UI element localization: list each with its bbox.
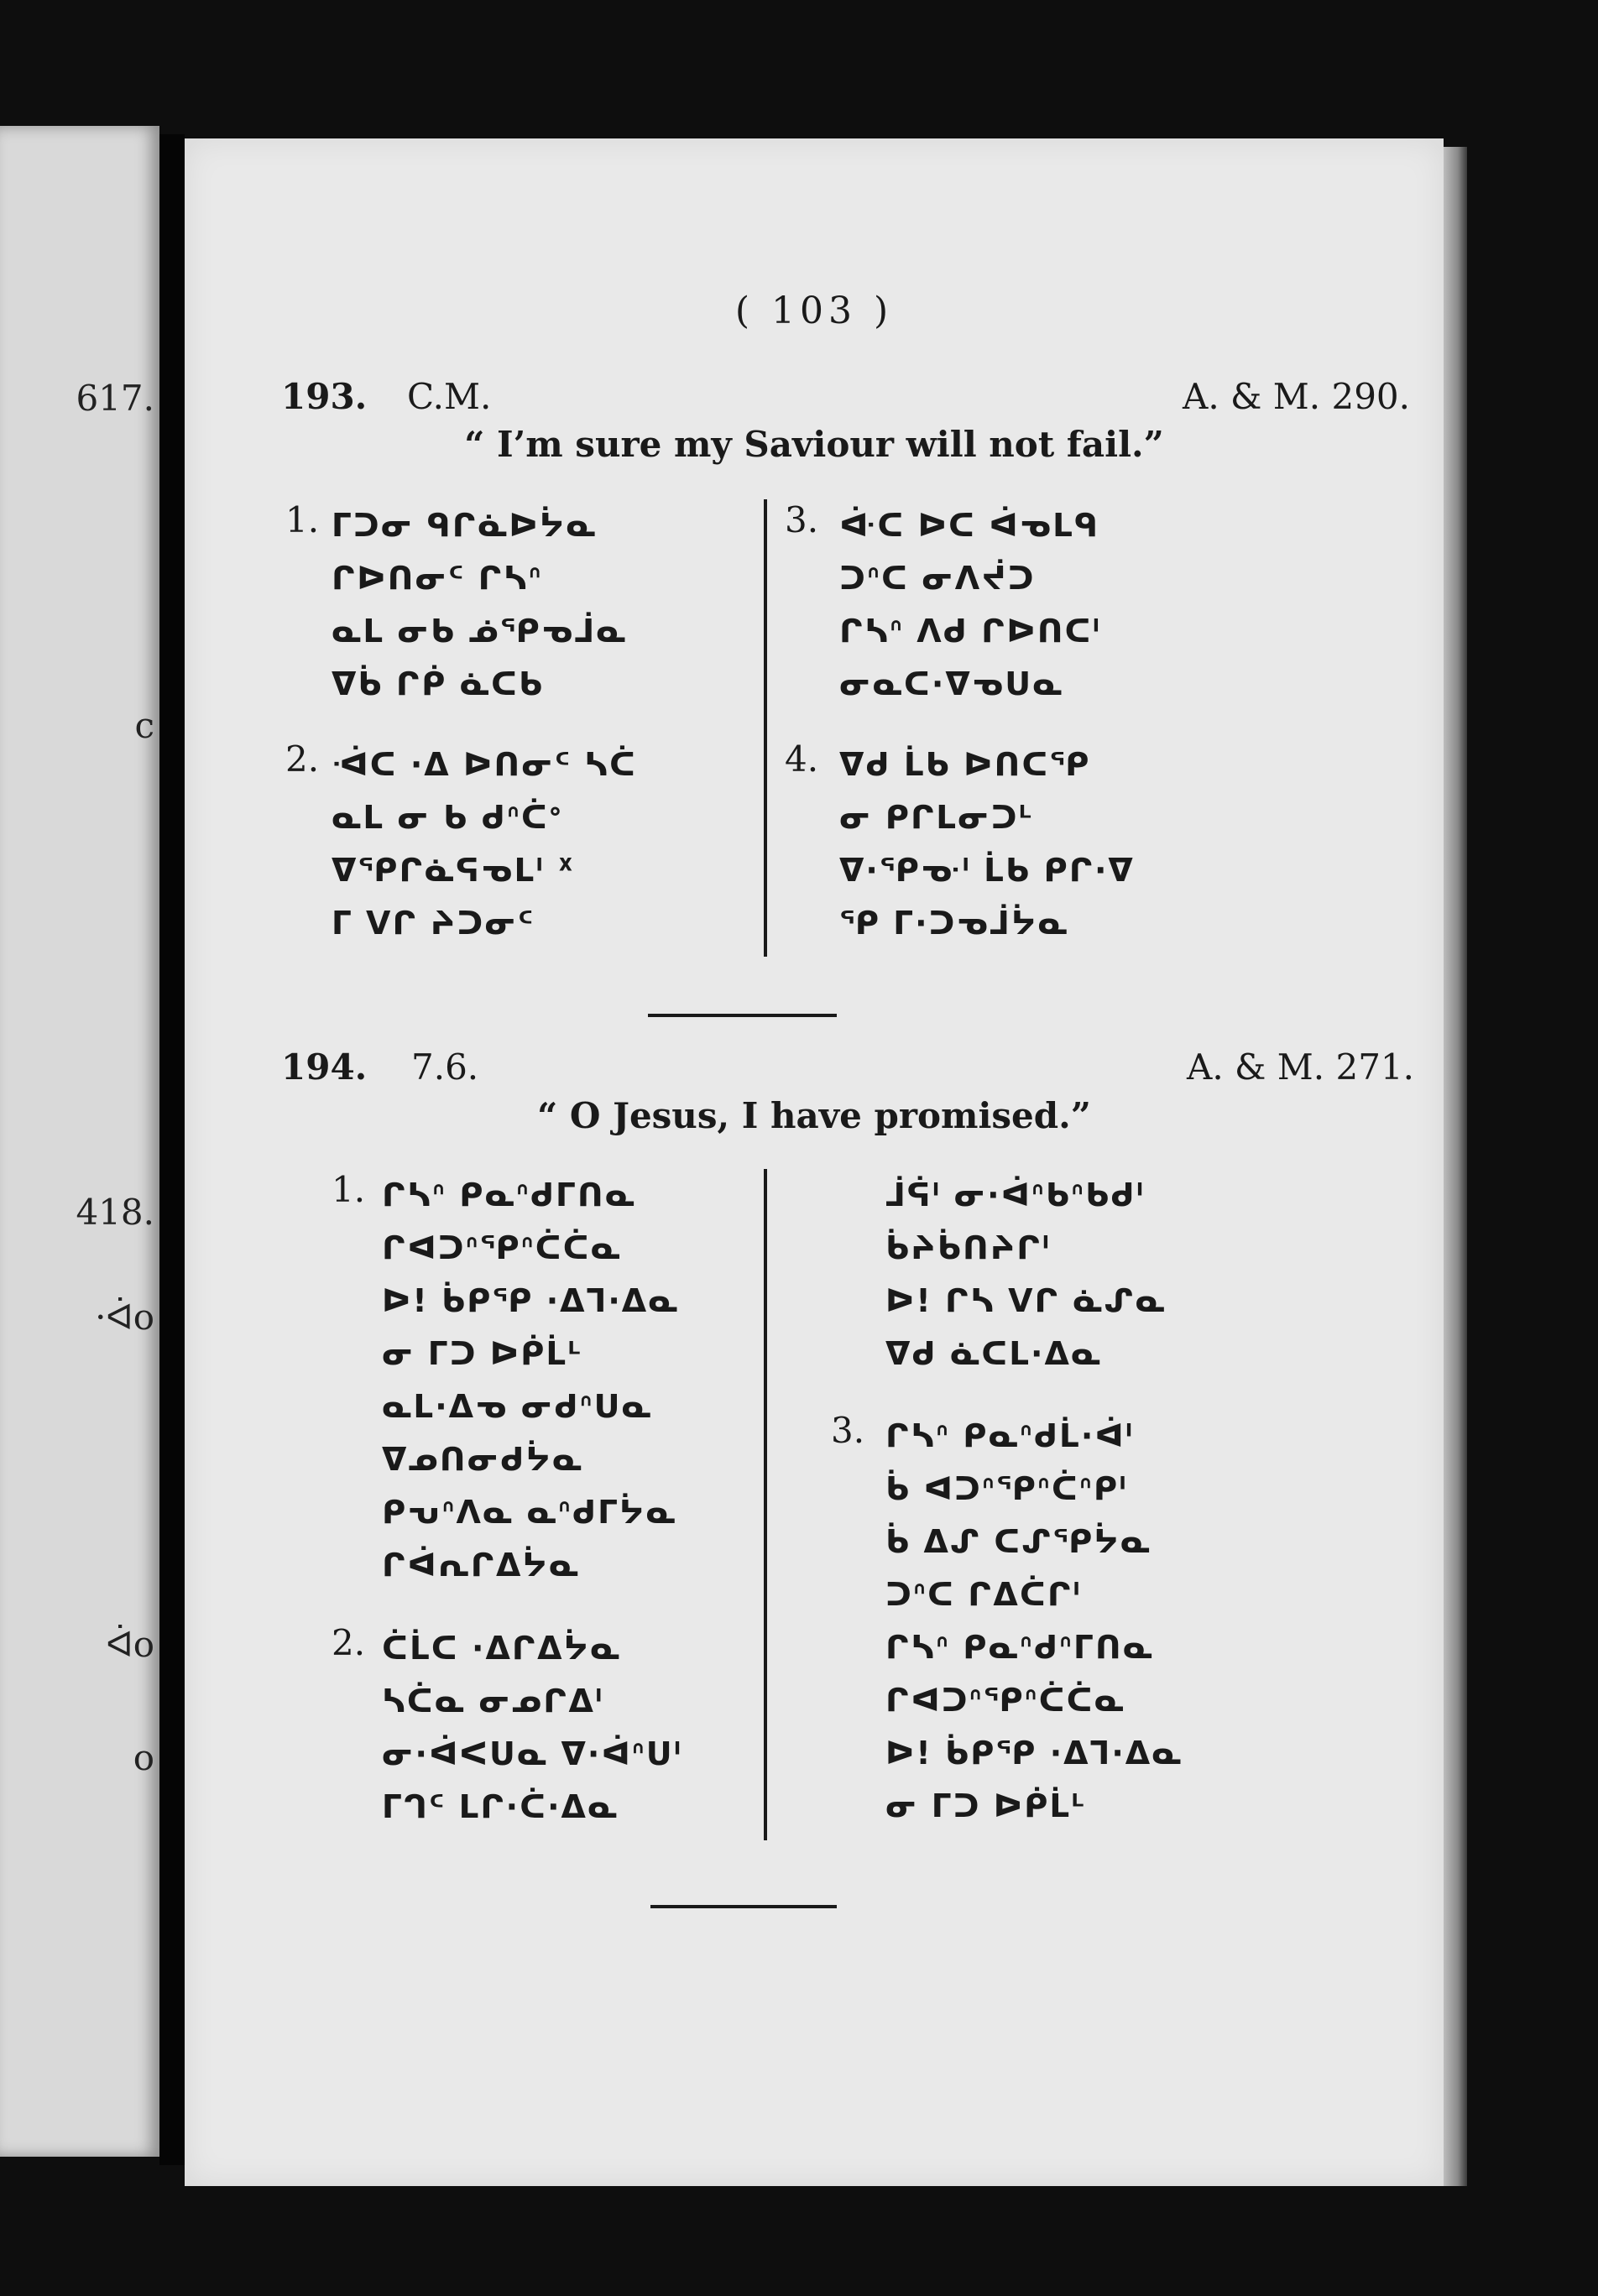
verse-line: ᐁᕿᒋᓈᕋᓀᒪᑊ ᕽ	[332, 852, 576, 889]
page-edge	[1444, 147, 1467, 2186]
verse-number: 3.	[831, 1410, 865, 1451]
column-divider	[764, 1169, 767, 1840]
verse-line: ᓂᓇᑕ·ᐁᓀᑌᓇ	[839, 665, 1064, 702]
tune-reference: A. & M. 271.	[1187, 1046, 1414, 1088]
verse-line: ᑳ ᐊᑐᐢᕿᐢᑖᐢᑭᑊ	[885, 1470, 1128, 1507]
verse-line: ᓇᒪ ᓂᑲ ᓅᕿᓀᒨᓇ	[332, 613, 628, 650]
verse-number: 2.	[285, 738, 320, 780]
verse-line: ᕿ ᒥ·ᑐᓀᒨᔮᓇ	[839, 905, 1069, 942]
verse	[785, 738, 1389, 957]
verse-number: 1.	[285, 499, 320, 540]
book-gutter	[159, 134, 185, 2165]
verse-line: ᒋᓴᐢ ᐱᑯ ᒋᐅᑎᑕᑊ	[839, 613, 1102, 650]
hymn-meter: 7.6.	[411, 1046, 479, 1088]
verse-line: ᑳᔨᑳᑎᔨᒋᑊ	[885, 1229, 1052, 1266]
verse-line: ᓇᒪ·ᐃᓀ ᓂᑯᐢᑌᓇ	[382, 1388, 653, 1425]
verse-line: ᒋᓴᐢ ᑭᓇᐢᑯᐢᒥᑎᓇ	[885, 1629, 1155, 1666]
verse-line: ᒥᑐᓂ ᑫᒋᓈᐅᔮᓇ	[332, 507, 598, 544]
hymn-first-line: “ O Jesus, I have promised.”	[537, 1095, 1091, 1136]
verse-number: 3.	[785, 499, 819, 540]
verse-line: ᐁᑳ ᒋᑮ ᓈᑕᑲ	[332, 665, 545, 702]
tune-reference: A. & M. 290.	[1183, 376, 1410, 417]
verse-line: ᓂ ᒥᑐ ᐅᑮᒫᒻ	[885, 1787, 1087, 1824]
section-divider	[648, 1014, 837, 1017]
prev-page-fragment: ᐋo	[106, 1624, 154, 1665]
verse-line: ᐁᑯ ᒫᑲ ᐅᑎᑕᕿ	[839, 746, 1091, 783]
hymn-first-line: “ I’m sure my Saviour will not fail.”	[464, 424, 1164, 465]
verse-number: 2.	[332, 1622, 366, 1663]
verse-line: ᒋᐅᑎᓂᑦ ᒋᓴᐢ	[332, 560, 543, 597]
hymn-number: 194.	[281, 1046, 368, 1088]
verse-line: ᒋᐊᑐᐢᕿᐢᑖᑖᓇ	[382, 1229, 622, 1266]
verse-line: ᓂ ᑭᒋᒪᓂᑐᒻ	[839, 799, 1035, 836]
hymn-number: 193.	[281, 376, 368, 417]
verse-line: ᐁᑯ ᓈᑕᒪ·ᐃᓇ	[885, 1335, 1103, 1372]
prev-page-fragment: ·ᐋo	[95, 1297, 154, 1338]
verse-line: ᐅ! ᑳᑭᕿ ·ᐃᒣ·ᐃᓇ	[382, 1282, 680, 1319]
column-divider	[764, 499, 767, 957]
prev-page-fragment: 418.	[76, 1192, 154, 1233]
verse-line: ᑐᐢᑕ ᓂᐱᔫᑐ	[839, 560, 1036, 597]
verse-line: ᒥᒉᑦ ᒪᒋ·ᑖ·ᐃᓇ	[382, 1788, 619, 1825]
verse-line: ᐅ! ᑳᑭᕿ ·ᐃᒣ·ᐃᓇ	[885, 1735, 1183, 1772]
verse-line: ᐁ·ᕿᓊᑊ ᒫᑲ ᑭᒋ·ᐁ	[839, 852, 1135, 889]
verse-number: 1.	[332, 1169, 366, 1210]
verse-line: ᐁᓄᑎᓂᑯᔮᓇ	[382, 1441, 584, 1478]
prev-page-fragment: 617.	[76, 378, 154, 419]
verse-line: ᓴᑖᓇ ᓂᓄᒋᐃᑊ	[382, 1683, 604, 1719]
verse-line: ᓇᒪ ᓂ ᑲ ᑯᐢᑖᐤ	[332, 799, 563, 836]
verse-line: ᓂ ᒥᑐ ᐅᑮᒫᒻ	[382, 1335, 583, 1372]
verse-line: ᒋᓴᐢ ᑭᓇᐢᑯᒥᑎᓇ	[382, 1177, 637, 1213]
verse-line: ᒋᐋᕆᒋᐃᔮᓇ	[382, 1547, 581, 1584]
previous-page	[0, 126, 159, 2157]
verse	[831, 1169, 1402, 1387]
verse-number: 4.	[785, 738, 819, 780]
verse-line: ᑭᕃᐢᐱᓇ ᓇᐢᑯᒥᔮᓇ	[382, 1494, 677, 1531]
book-page	[185, 138, 1444, 2186]
verse-line: ᒥ ᐯᒋ ᔨᑐᓂᑦ	[332, 905, 535, 942]
verse-line: ᐅ! ᒋᓴ ᐯᒋ ᓈᔑᓇ	[885, 1282, 1167, 1319]
hymn-meter: C.M.	[407, 376, 492, 417]
hymn-header	[281, 1046, 367, 1088]
verse-line: ᑳ ᐃᔑ ᑕᔑᕿᔮᓇ	[885, 1523, 1152, 1560]
prev-page-fragment: o	[133, 1737, 154, 1778]
hymn-header	[281, 376, 367, 417]
verse	[785, 499, 1389, 718]
verse-line: ᐙᑕ ·ᐃ ᐅᑎᓂᑦ ᓴᑖ	[332, 746, 638, 783]
verse-line: ᐚᑕ ᐅᑕ ᐋᓀᒪᑫ	[839, 507, 1100, 544]
page-number: ( 103 )	[734, 290, 894, 332]
verse-line: ᑖᒫᑕ ·ᐃᒋᐃᔮᓇ	[382, 1630, 622, 1667]
verse-line: ᒨᕌᑊ ᓂ·ᐋᐢᑲᐢᑲᑯᑊ	[885, 1177, 1146, 1213]
verse	[831, 1410, 1402, 1838]
verse-line: ᓂ·ᐋᐸᑌᓇ ᐁ·ᐋᐢᑌᑊ	[382, 1735, 683, 1772]
verse-line: ᒋᐊᑐᐢᕿᐢᑖᑖᓇ	[885, 1682, 1125, 1719]
prev-page-fragment: c	[134, 705, 154, 746]
verse-line: ᑐᐢᑕ ᒋᐃᑖᒋᑊ	[885, 1576, 1082, 1613]
section-divider	[650, 1905, 837, 1908]
verse-line: ᒋᓴᐢ ᑭᓇᐢᑯᒫ·ᐋᑊ	[885, 1417, 1135, 1454]
